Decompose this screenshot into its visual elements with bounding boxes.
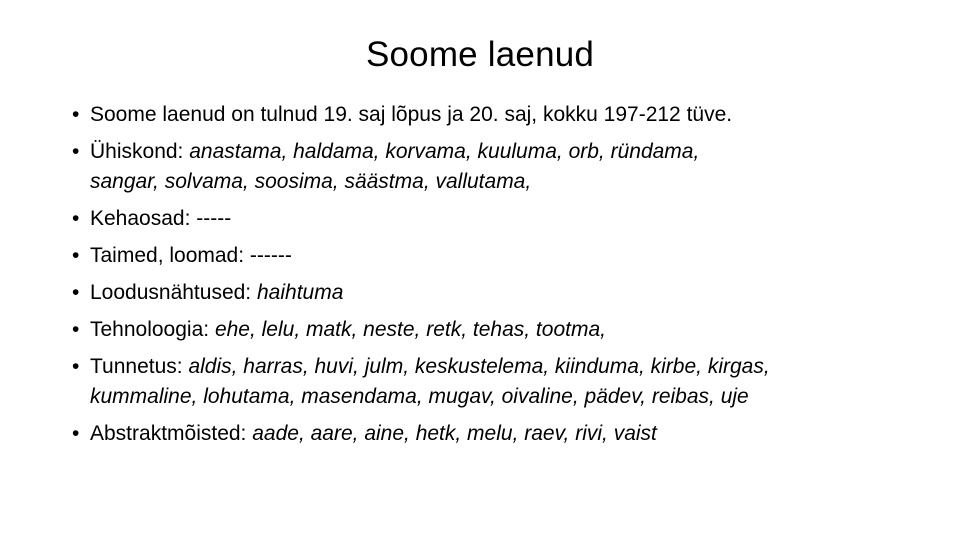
bullet-words: anastama, haldama, korvama, kuuluma, orb, ründama, bbox=[189, 140, 700, 163]
bullet-dot: • bbox=[72, 281, 80, 304]
bullet-item-uhiskond bbox=[72, 137, 932, 197]
bullet-item-tehnoloogia bbox=[72, 315, 932, 345]
bullet-dot: • bbox=[72, 103, 80, 126]
bullet-item-intro bbox=[72, 100, 932, 130]
slide-title: Soome laenud bbox=[365, 35, 595, 74]
bullet-label: Taimed, loomad: ------ bbox=[90, 244, 292, 267]
bullet-list bbox=[72, 100, 932, 456]
bullet-label: Tunnetus: bbox=[90, 355, 189, 378]
bullet-dot: • bbox=[72, 244, 80, 267]
bullet-item-kehaosad bbox=[72, 204, 932, 234]
bullet-label: Loodusnähtused: bbox=[90, 281, 257, 304]
bullet-words-continued: sangar, solvama, soosima, säästma, vallutama, bbox=[90, 170, 532, 193]
bullet-label: Abstraktmõisted: bbox=[90, 422, 253, 445]
bullet-label: Kehaosad: ----- bbox=[90, 207, 232, 230]
bullet-dot: • bbox=[72, 140, 80, 163]
bullet-item-taimed-loomad bbox=[72, 241, 932, 271]
bullet-words: ehe, lelu, matk, neste, retk, tehas, tootma, bbox=[214, 318, 606, 341]
bullet-words: aade, aare, aine, hetk, melu, raev, rivi, vaist bbox=[252, 422, 657, 445]
bullet-item-loodusnahtused bbox=[72, 278, 932, 308]
bullet-label: Tehnoloogia: bbox=[90, 318, 215, 341]
bullet-words-continued: kummaline, lohutama, masendama, mugav, oivaline, pädev, reibas, uje bbox=[90, 385, 749, 408]
bullet-text: Soome laenud on tulnud 19. saj lõpus ja 20. saj, kokku 197-212 tüve. bbox=[90, 103, 733, 126]
bullet-words: haihtuma bbox=[256, 281, 344, 304]
bullet-words: aldis, harras, huvi, julm, keskustelema, kiinduma, kirbe, kirgas, bbox=[188, 355, 770, 378]
bullet-dot: • bbox=[72, 207, 80, 230]
bullet-item-tunnetus bbox=[72, 352, 932, 412]
bullet-dot: • bbox=[72, 318, 80, 341]
bullet-dot: • bbox=[72, 355, 80, 378]
bullet-label: Ühiskond: bbox=[90, 140, 190, 163]
bullet-item-abstraktmoisted bbox=[72, 419, 932, 449]
bullet-dot: • bbox=[72, 422, 80, 445]
